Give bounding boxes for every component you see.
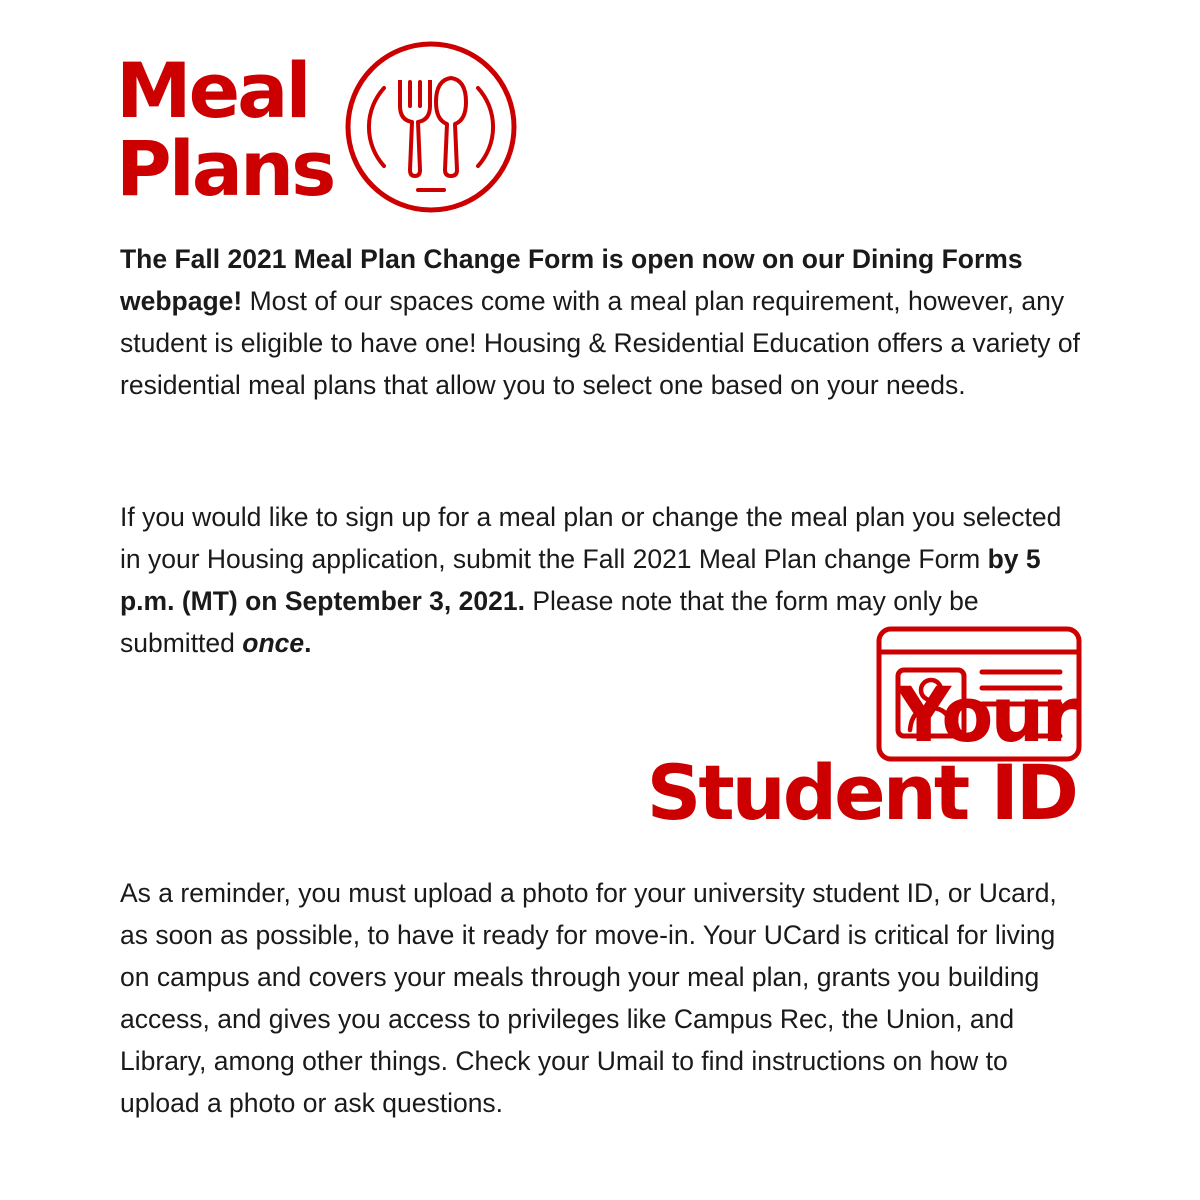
ucard-reminder-paragraph: As a reminder, you must upload a photo for your university student ID, or Ucard, as soon as possible, to have it ready for move-in. Your UCard is critical for living on campus and covers your meals through your meal plan, grants you building access, and gives you access to privileges like Campus Rec, the Union, and Library, among other things. Check your Umail to find instructions on how to upload a photo or ask questions.: [120, 878, 1057, 1118]
meal-plans-heading-line2: Plans: [116, 124, 334, 213]
submission-once-emphasis: once: [242, 628, 305, 658]
id-card-icon: [876, 626, 1082, 762]
meal-plan-form-announcement: [120, 238, 1080, 406]
announcement-bold-lead: The Fall 2021 Meal Plan Change Form is open now on our Dining Forms webpage!: [120, 244, 1023, 316]
student-id-heading-line1: Your: [896, 670, 1076, 759]
fork-and-spoon-plate-icon: [344, 40, 518, 214]
announcement-body: Most of our spaces come with a meal plan requirement, however, any student is eligible to have one! Housing & Residential Education offers a variety of residential meal plans that allow you to select one based on your needs.: [120, 286, 1080, 400]
deadline-intro: If you would like to sign up for a meal plan or change the meal plan you selected in your Housing application, submit the Fall 2021 Meal Plan change Form: [120, 502, 1062, 574]
student-id-heading-line2: Student ID: [646, 748, 1076, 837]
deadline-note: Please note that the form may only be submitted: [120, 586, 979, 658]
deadline-date: by 5 p.m. (MT) on September 3, 2021.: [120, 544, 1041, 616]
meal-plans-heading: [116, 46, 334, 213]
meal-plans-heading-line1: Meal: [116, 46, 309, 135]
deadline-end-period: .: [304, 628, 312, 658]
